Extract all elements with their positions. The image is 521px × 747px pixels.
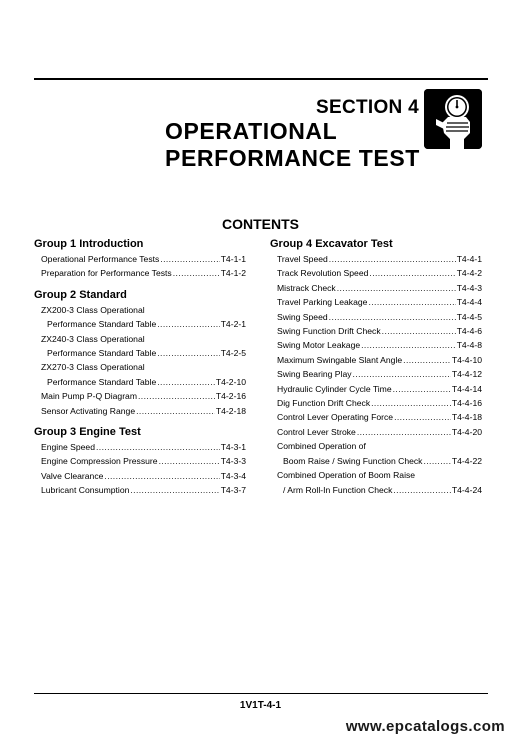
toc-group-title: Group 4 Excavator Test xyxy=(270,238,393,250)
contents-heading: CONTENTS xyxy=(222,216,299,232)
toc-entry[interactable]: Control Lever Stroke ..... T4-4-20 xyxy=(270,425,482,439)
toc-entry[interactable]: / Arm Roll-In Function Check ..... T4-4-24 xyxy=(270,483,482,497)
toc-entry[interactable]: Engine Compression Pressure ..... T4-3-3 xyxy=(34,454,246,468)
toc-entry-heading: Combined Operation of Boom Raise xyxy=(277,470,416,481)
page-title xyxy=(165,118,425,172)
toc-entry[interactable]: Sensor Activating Range ..... T4-2-18 xyxy=(34,404,246,418)
toc-entry[interactable]: Performance Standard Table ..... T4-2-1 xyxy=(34,317,246,331)
toc-entry[interactable]: Engine Speed ..... T4-3-1 xyxy=(34,440,246,454)
section-label: SECTION 4 xyxy=(316,97,419,118)
header-rule xyxy=(34,78,488,80)
toc-entry[interactable]: Lubricant Consumption ..... T4-3-7 xyxy=(34,483,246,497)
toc-group-title: Group 3 Engine Test xyxy=(34,426,141,439)
toc-entry[interactable]: Swing Function Drift Check ..... T4-4-6 xyxy=(270,324,482,338)
toc-entry[interactable]: Maximum Swingable Slant Angle ..... T4-4-10 xyxy=(270,353,482,367)
toc-entry-heading: ZX240-3 Class Operational xyxy=(41,333,145,344)
toc-entry[interactable]: Track Revolution Speed ..... T4-4-2 xyxy=(270,266,482,280)
toc-entry[interactable]: Hydraulic Cylinder Cycle Time ..... T4-4-14 xyxy=(270,382,482,396)
page-title-line1: OPERATIONAL xyxy=(165,118,338,144)
toc-right-column xyxy=(270,238,482,505)
toc-entry[interactable]: Swing Motor Leakage ..... T4-4-8 xyxy=(270,338,482,352)
toc-entry[interactable]: Performance Standard Table ..... T4-2-5 xyxy=(34,346,246,360)
toc-entry[interactable]: Dig Function Drift Check ..... T4-4-16 xyxy=(270,396,482,410)
toc-entry[interactable]: Mistrack Check ..... T4-4-3 xyxy=(270,281,482,295)
toc-entry-heading: ZX200-3 Class Operational xyxy=(41,304,145,315)
toc-entry[interactable]: Control Lever Operating Force ..... T4-4-18 xyxy=(270,410,482,424)
toc-entry[interactable]: Valve Clearance ..... T4-3-4 xyxy=(34,469,246,483)
gauge-in-hand-icon xyxy=(424,89,482,149)
toc-entry-heading: Combined Operation of xyxy=(277,441,366,452)
toc-entry[interactable]: Boom Raise / Swing Function Check ..... T4-4-22 xyxy=(270,454,482,468)
page-number: 1V1T-4-1 xyxy=(239,700,282,711)
toc-entry[interactable]: Swing Bearing Play ..... T4-4-12 xyxy=(270,367,482,381)
toc-entry[interactable]: Performance Standard Table ..... T4-2-10 xyxy=(34,375,246,389)
toc-group xyxy=(34,289,246,418)
toc-entry[interactable]: Travel Parking Leakage ..... T4-4-4 xyxy=(270,295,482,309)
watermark: www.epcatalogs.com xyxy=(345,718,505,735)
footer-rule xyxy=(34,693,488,694)
toc-group xyxy=(34,426,246,498)
toc-entry[interactable]: Swing Speed ..... T4-4-5 xyxy=(270,310,482,324)
toc-group-title: Group 2 Standard xyxy=(34,288,127,301)
toc-entry[interactable]: Preparation for Performance Tests ..... T4-1-2 xyxy=(34,266,246,280)
toc-group xyxy=(270,238,482,497)
toc-group-title: Group 1 Introduction xyxy=(34,238,144,250)
toc-entry[interactable]: Operational Performance Tests ..... T4-1-1 xyxy=(34,252,246,266)
toc-group xyxy=(34,238,246,281)
toc-entry-heading: ZX270-3 Class Operational xyxy=(41,362,145,373)
toc-left-column xyxy=(34,238,246,506)
toc-entry[interactable]: Travel Speed ..... T4-4-1 xyxy=(270,252,482,266)
page-title-line2: PERFORMANCE TEST xyxy=(165,145,420,171)
toc-entry[interactable]: Main Pump P-Q Diagram ..... T4-2-16 xyxy=(34,389,246,403)
